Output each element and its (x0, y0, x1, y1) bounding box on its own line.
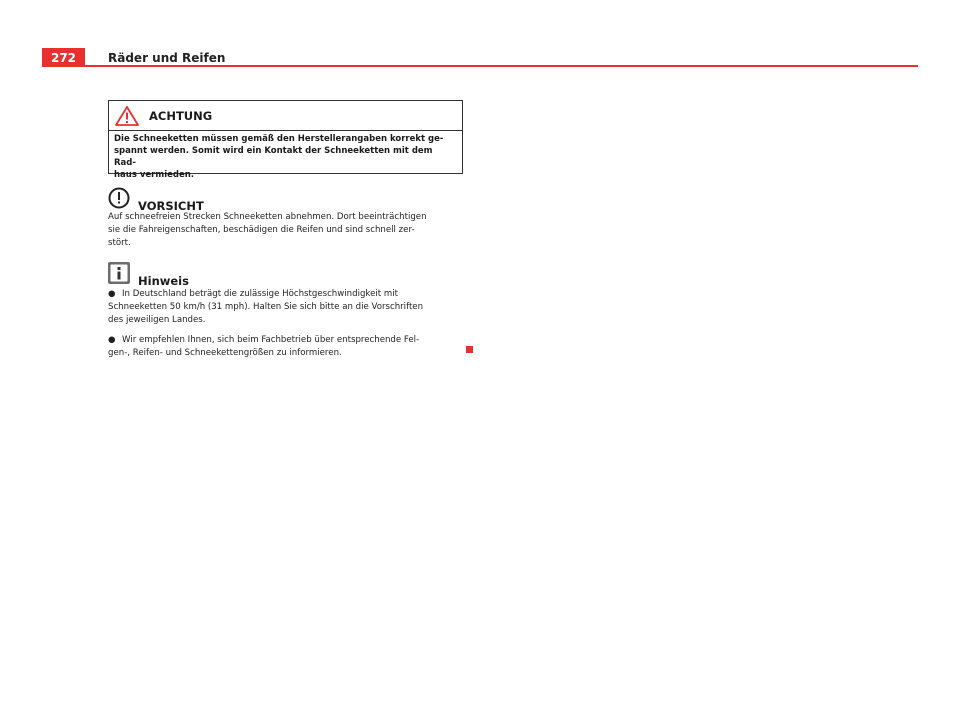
vorsicht-line: Auf schneefreien Strecken Schneeketten abnehmen. Dort beeinträchtigen (108, 212, 427, 222)
vorsicht-text (108, 211, 463, 250)
info-note-icon (108, 262, 130, 284)
vorsicht-title: VORSICHT (138, 199, 204, 213)
achtung-line: haus vermieden. (114, 170, 195, 180)
achtung-line: spannt werden. Somit wird ein Kontakt der Schneeketten mit dem Rad- (114, 146, 433, 168)
vorsicht-line: sie die Fahreigenschaften, beschädigen die Reifen und sind schnell zer- (108, 225, 415, 235)
hinweis-bullet-line: des jeweiligen Landes. (108, 315, 206, 325)
chapter-title: Räder und Reifen (108, 51, 226, 65)
header-divider (85, 65, 918, 67)
page-number: 272 (42, 48, 85, 67)
warning-triangle-icon (115, 106, 139, 126)
section-end-marker (466, 346, 473, 353)
hinweis-bullet-line: Schneeketten 50 km/h (31 mph). Halten Sie sich bitte an die Vorschriften (108, 302, 424, 312)
hinweis-bullet-item (108, 334, 463, 360)
hinweis-title: Hinweis (138, 274, 189, 288)
achtung-line: Die Schneeketten müssen gemäß den Herstellerangaben korrekt ge- (114, 134, 444, 144)
hinweis-bullet-line: ● Wir empfehlen Ihnen, sich beim Fachbetrieb über entsprechende Fel- (108, 335, 420, 345)
exclamation-circle-icon (108, 187, 130, 209)
vorsicht-line: stört. (108, 238, 131, 248)
achtung-header (109, 101, 462, 131)
bullet-icon: ● (108, 335, 116, 345)
hinweis-header (108, 262, 189, 288)
hinweis-bullet-line: gen-, Reifen- und Schneekettengrößen zu informieren. (108, 348, 342, 358)
vorsicht-header (108, 187, 204, 213)
hinweis-bullet-item (108, 288, 463, 327)
achtung-warning-box (108, 100, 463, 180)
bullet-icon: ● (108, 289, 116, 299)
achtung-title: ACHTUNG (149, 108, 213, 123)
achtung-text (109, 131, 462, 181)
hinweis-bullet-line: ● In Deutschland beträgt die zulässige Höchstgeschwindigkeit mit (108, 289, 398, 299)
